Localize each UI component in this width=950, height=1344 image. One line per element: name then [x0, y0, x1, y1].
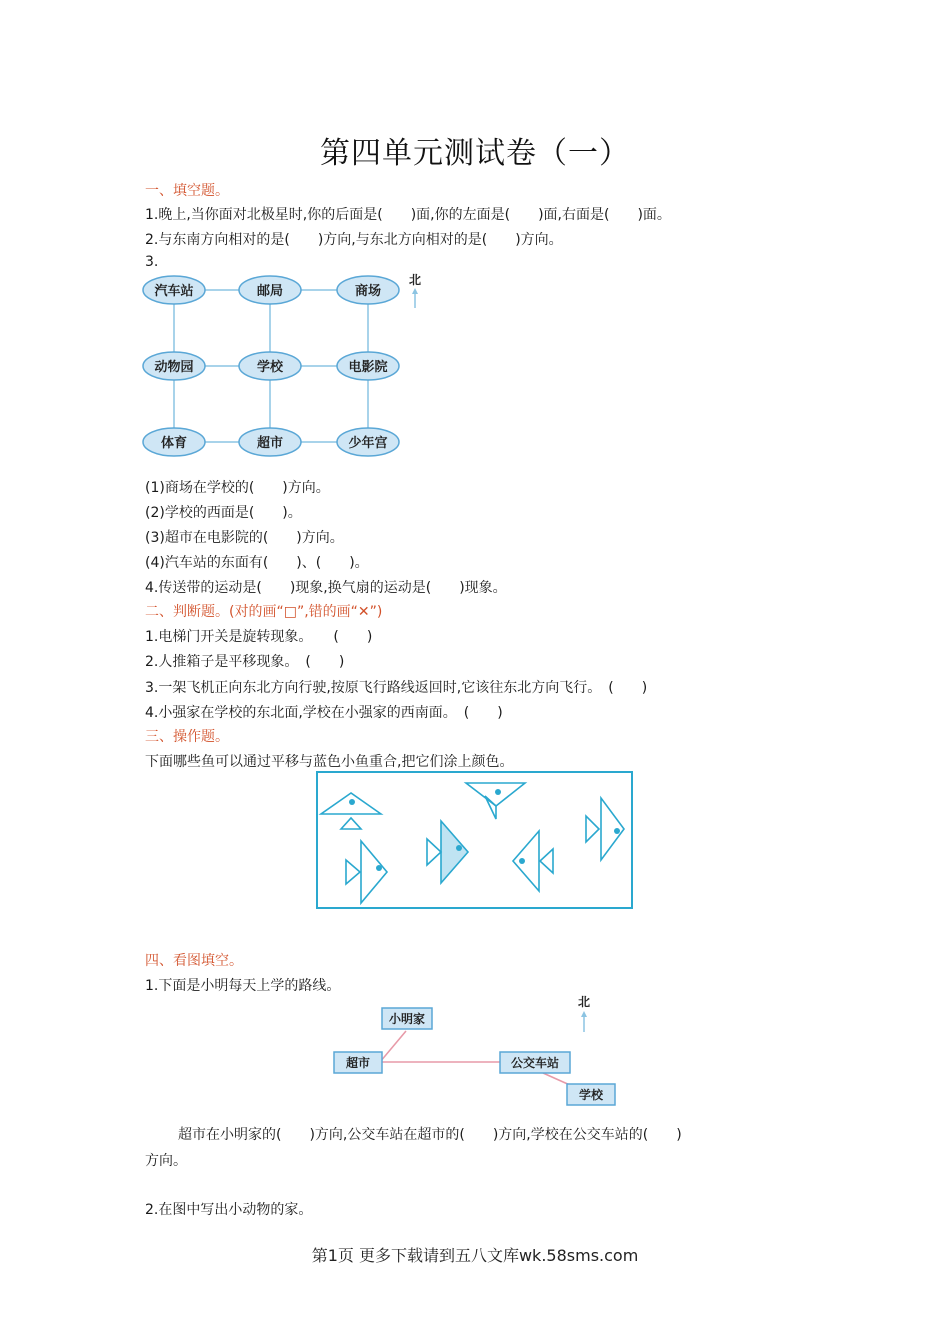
question-2-3: 3.一架飞机正向东北方向行驶,按原飞行路线返回时,它该往东北方向飞行。 ( ) — [145, 680, 648, 696]
page-footer: 第1页 更多下载请到五八文库wk.58sms.com — [311, 1246, 639, 1265]
question-2-4: 4.小强家在学校的东北面,学校在小强家的西南面。 ( ) — [145, 705, 503, 721]
map-node-school — [239, 352, 301, 380]
route-node-school — [567, 1084, 615, 1105]
north-arrow-icon — [578, 995, 590, 1032]
route-node-bus-station — [500, 1052, 570, 1073]
question-1-1: 1.晚上,当你面对北极星时,你的后面是( )面,你的左面是( )面,右面是( )面。 — [145, 207, 671, 223]
svg-text:学校: 学校 — [578, 1088, 604, 1102]
map-node-bus-station — [143, 276, 205, 304]
question-1-3: 3. — [145, 254, 159, 270]
map-node-post-office — [239, 276, 301, 304]
question-4-1-fill-line-2: 方向。 — [145, 1153, 187, 1169]
question-1-3-sub-3: (3)超市在电影院的( )方向。 — [145, 530, 344, 546]
svg-text:小明家: 小明家 — [388, 1012, 426, 1026]
north-arrow-icon — [409, 273, 421, 308]
question-4-2: 2.在图中写出小动物的家。 — [145, 1202, 313, 1218]
node-label: 学校 — [256, 360, 284, 375]
question-1-3-sub-2: (2)学校的西面是( )。 — [145, 505, 302, 521]
svg-text:公交车站: 公交车站 — [510, 1056, 560, 1070]
page-title: 第四单元测试卷（一） — [320, 136, 630, 171]
node-label: 超市 — [256, 436, 284, 451]
node-label: 邮局 — [256, 284, 284, 299]
question-4-1: 1.下面是小明每天上学的路线。 — [145, 978, 341, 994]
location-map — [140, 268, 440, 464]
question-2-2: 2.人推箱子是平移现象。 ( ) — [145, 654, 345, 670]
fish-panel — [316, 771, 634, 910]
map-node-cinema — [337, 352, 399, 380]
svg-text:北: 北 — [408, 273, 422, 287]
section-heading-true-false: 二、判断题。(对的画“□”,错的画“✕”) — [145, 604, 383, 620]
svg-text:超市: 超市 — [345, 1056, 371, 1070]
svg-text:北: 北 — [577, 995, 591, 1009]
map-node-mall — [337, 276, 399, 304]
question-2-1: 1.电梯门开关是旋转现象。 ( ) — [145, 629, 373, 645]
question-1-4: 4.传送带的运动是( )现象,换气扇的运动是( )现象。 — [145, 580, 507, 596]
node-label: 少年宫 — [348, 436, 388, 451]
map-node-zoo — [143, 352, 205, 380]
question-1-3-sub-4: (4)汽车站的东面有( )、( )。 — [145, 555, 369, 571]
question-1-2: 2.与东南方向相对的是( )方向,与东北方向相对的是( )方向。 — [145, 232, 563, 248]
route-node-home — [382, 1008, 432, 1029]
node-label: 商场 — [354, 284, 382, 299]
section-heading-fill-by-picture: 四、看图填空。 — [145, 953, 243, 969]
node-label: 电影院 — [348, 360, 388, 375]
node-label: 体育 — [160, 436, 188, 451]
map-node-youth-palace — [337, 428, 399, 456]
question-4-1-fill-line-1: 超市在小明家的( )方向,公交车站在超市的( )方向,学校在公交车站的( ) — [178, 1127, 682, 1143]
node-label: 汽车站 — [154, 284, 194, 299]
question-3-instruction: 下面哪些鱼可以通过平移与蓝色小鱼重合,把它们涂上颜色。 — [145, 754, 514, 770]
map-node-gym — [143, 428, 205, 456]
section-heading-fill-in: 一、填空题。 — [145, 183, 229, 199]
question-1-3-sub-1: (1)商场在学校的( )方向。 — [145, 480, 330, 496]
node-label: 动物园 — [154, 360, 194, 375]
route-node-supermarket — [334, 1052, 382, 1073]
section-heading-operation: 三、操作题。 — [145, 729, 229, 745]
route-map — [330, 990, 620, 1110]
map-node-supermarket — [239, 428, 301, 456]
